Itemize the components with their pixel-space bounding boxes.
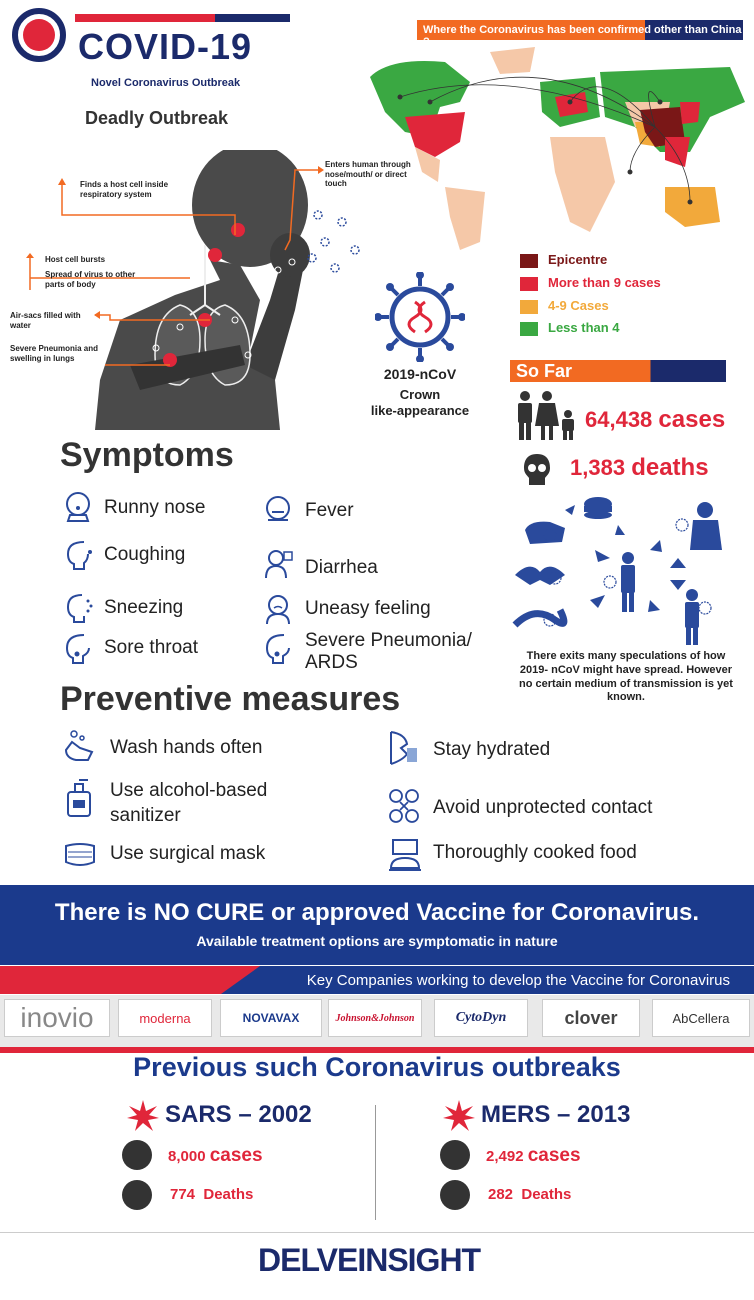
avoid-contact-icon	[384, 786, 424, 826]
virus-desc-line2: like-appearance	[370, 403, 470, 418]
sore-throat-icon	[62, 632, 94, 664]
no-cure-banner	[0, 885, 754, 965]
skull-icon	[440, 1180, 470, 1210]
legend-epicentre: Epicentre	[520, 252, 607, 268]
symptom-sore-throat: Sore throat	[104, 637, 198, 658]
fever-icon	[262, 494, 294, 526]
page-subtitle: Novel Coronavirus Outbreak	[91, 77, 241, 89]
sneezing-icon	[62, 591, 94, 623]
brand-logo: DELVEINSIGHT	[258, 1242, 481, 1278]
symptoms-heading: Symptoms	[60, 436, 234, 474]
callout-host-cell: Finds a host cell inside respiratory system	[80, 180, 169, 199]
callout-air-sacs: Air-sacs filled with water	[10, 311, 81, 330]
surgical-mask-icon	[60, 842, 100, 868]
company-clover: clover	[542, 999, 640, 1037]
company-cytodyn: CytoDyn	[434, 999, 528, 1037]
company-moderna: moderna	[118, 999, 212, 1037]
runny-nose-icon	[62, 490, 94, 522]
diarrhea-icon	[262, 548, 294, 580]
legend-4-9: 4-9 Cases	[520, 298, 609, 314]
key-companies-accent	[0, 966, 260, 994]
callout-bursts: Host cell bursts	[45, 255, 106, 264]
preventive-hydrated: Stay hydrated	[433, 739, 551, 760]
pneumonia-icon	[262, 632, 294, 664]
callout-enters: Enters human through nose/mouth/ or direct touch	[325, 160, 411, 189]
people-icon	[440, 1140, 470, 1170]
key-companies-banner: Key Companies working to develop the Vaccine for Coronavirus	[0, 966, 754, 994]
legend-swatch	[520, 300, 538, 314]
page-title: COVID-19	[78, 26, 253, 67]
company-abcellera: AbCellera	[652, 999, 750, 1037]
sars-cases: 8,000 cases	[168, 1145, 263, 1166]
coronavirus-icon	[375, 272, 465, 362]
people-icon	[122, 1140, 152, 1170]
symptom-coughing: Coughing	[104, 544, 186, 565]
symptom-diarrhea: Diarrhea	[305, 557, 378, 578]
no-cure-headline: There is NO CURE or approved Vaccine for Coronavirus.	[54, 899, 700, 926]
logo-dot	[23, 19, 55, 51]
people-icon	[515, 390, 577, 442]
burst-icon	[127, 1100, 159, 1132]
preventive-avoid-contact: Avoid unprotected contact	[433, 797, 653, 818]
virus-desc-line1: Crown	[399, 387, 441, 402]
footer-divider	[0, 1232, 754, 1233]
mers-title: MERS – 2013	[481, 1101, 631, 1128]
preventive-heading: Preventive measures	[60, 680, 401, 718]
skull-icon	[522, 452, 552, 488]
stay-hydrated-icon	[385, 730, 421, 766]
burst-icon	[443, 1100, 475, 1132]
company-inovio: inovio	[4, 999, 110, 1037]
so-far-banner: So Far	[510, 360, 726, 382]
sars-title: SARS – 2002	[165, 1101, 312, 1128]
company-jnj: Johnson&Johnson	[328, 999, 422, 1037]
transmission-note: There exits many speculations of how 2019- nCoV might have spread. However no certain medium of transmission is yet known.	[519, 650, 733, 704]
coughing-icon	[62, 538, 94, 570]
world-map	[360, 42, 750, 252]
legend-swatch	[520, 254, 538, 268]
section-deadly-outbreak: Deadly Outbreak	[85, 108, 229, 128]
symptom-ards: ARDS	[305, 652, 358, 673]
deaths-stat: 1,383 deaths	[570, 454, 709, 481]
uneasy-feeling-icon	[262, 593, 294, 625]
mers-cases: 2,492 cases	[486, 1145, 581, 1166]
symptom-uneasy-feeling: Uneasy feeling	[305, 598, 431, 619]
legend-more-than-9: More than 9 cases	[520, 275, 661, 291]
preventive-mask: Use surgical mask	[110, 843, 266, 864]
symptom-sneezing: Sneezing	[104, 597, 184, 618]
outbreak-divider	[375, 1105, 376, 1220]
previous-outbreaks-heading: Previous such Coronavirus outbreaks	[133, 1052, 621, 1082]
header-accent-bar-navy	[215, 14, 290, 22]
wash-hands-icon	[62, 728, 98, 764]
preventive-wash-hands: Wash hands often	[110, 737, 263, 758]
symptom-fever: Fever	[305, 500, 354, 521]
callout-pneumonia: Severe Pneumonia and swelling in lungs	[10, 344, 99, 363]
sars-deaths: 774 Deaths	[170, 1186, 254, 1203]
cooked-food-icon	[387, 838, 423, 874]
map-banner: Where the Coronavirus has been confirmed other than China ?	[417, 20, 743, 40]
legend-less-than-4: Less than 4	[520, 320, 620, 336]
callout-spread: Spread of virus to other parts of body	[45, 270, 136, 289]
company-logo-strip	[0, 995, 754, 1053]
preventive-sanitizer-line1: Use alcohol-based	[110, 780, 268, 801]
symptom-runny-nose: Runny nose	[104, 497, 206, 518]
cases-stat: 64,438 cases	[585, 406, 726, 433]
preventive-cooked-food: Thoroughly cooked food	[433, 842, 637, 863]
symptom-pneumonia: Severe Pneumonia/	[305, 630, 472, 651]
legend-swatch	[520, 322, 538, 336]
skull-icon	[122, 1180, 152, 1210]
virus-name: 2019-nCoV	[383, 366, 457, 382]
transmission-diagram	[510, 490, 740, 650]
no-cure-sub: Available treatment options are symptomatic in nature	[196, 933, 558, 949]
mers-deaths: 282 Deaths	[488, 1186, 572, 1203]
company-novavax: NOVAVAX	[220, 999, 322, 1037]
legend-swatch	[520, 277, 538, 291]
sanitizer-icon	[64, 778, 94, 818]
preventive-sanitizer-line2: sanitizer	[110, 805, 181, 826]
